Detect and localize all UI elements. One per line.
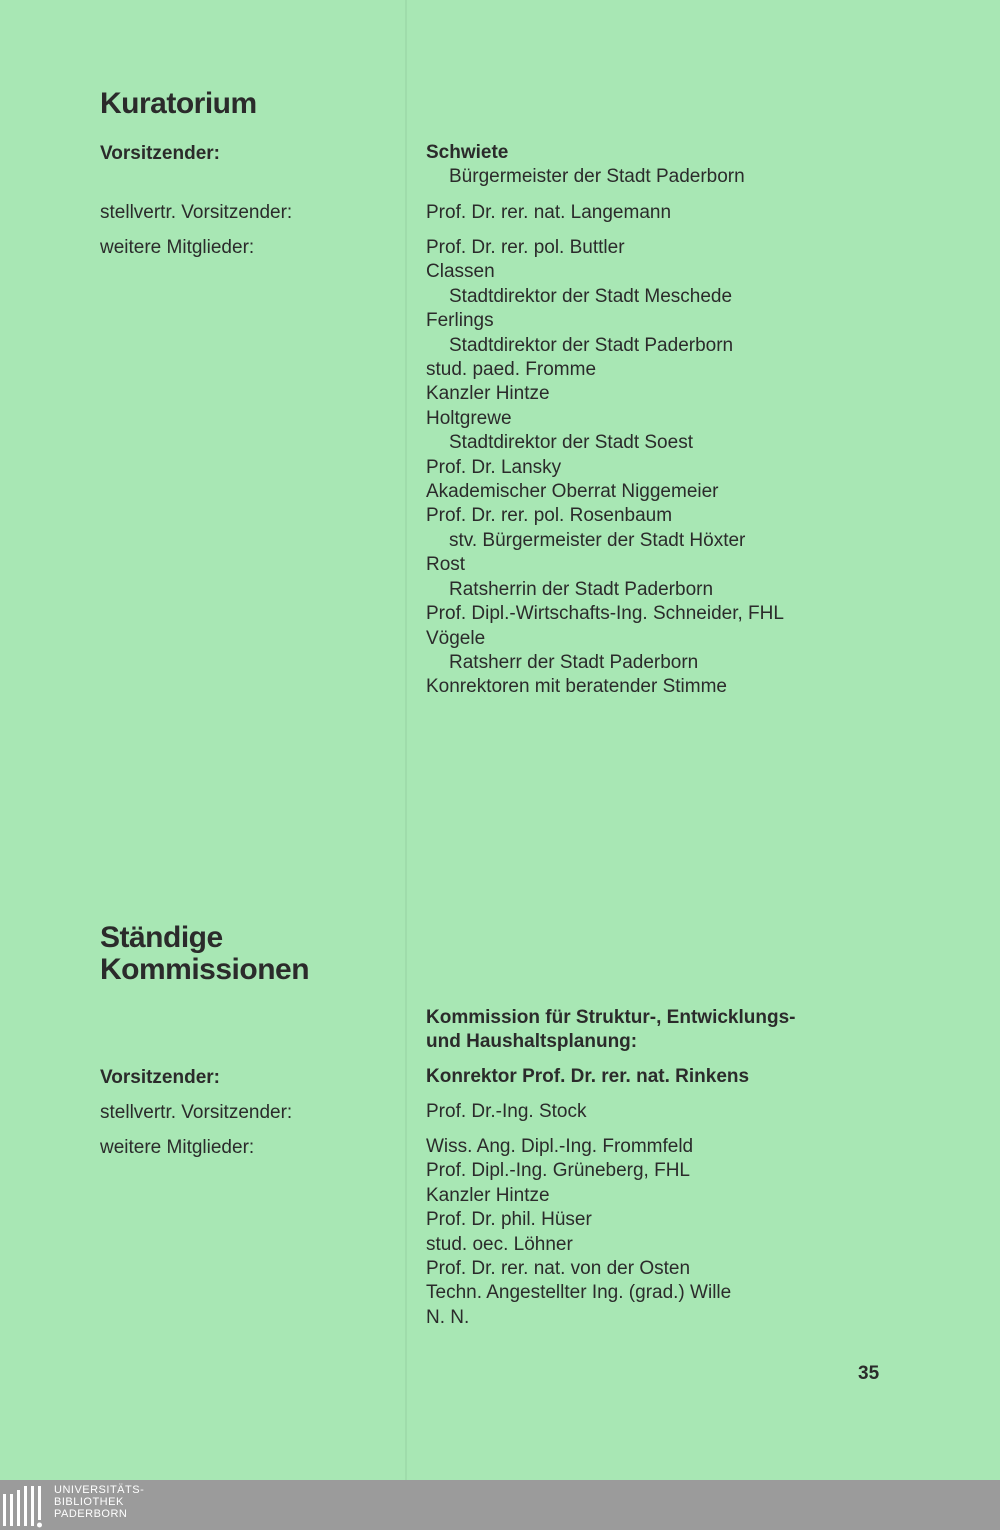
logo-text-line: PADERBORN <box>54 1508 128 1520</box>
list-item: N. N. <box>426 1306 470 1328</box>
page-fold <box>405 0 407 1480</box>
commission-title-line1: Kommission für Struktur-, Entwicklungs- <box>426 1007 796 1028</box>
list-item: Stadtdirektor der Stadt Soest <box>449 432 693 454</box>
list-item: Ratsherr der Stadt Paderborn <box>449 651 699 673</box>
chair-name: Schwiete <box>426 142 509 163</box>
library-logo-icon <box>2 1486 46 1528</box>
list-item: Prof. Dr. Lansky <box>426 456 562 478</box>
logo-text-line: BIBLIOTHEK <box>54 1496 124 1508</box>
kuratorium-members-label: weitere Mitglieder: <box>100 237 255 258</box>
list-item: stud. paed. Fromme <box>426 359 597 381</box>
list-item: Vögele <box>426 627 486 649</box>
kommission-members-label: weitere Mitglieder: <box>100 1137 255 1158</box>
list-item: stud. oec. Löhner <box>426 1233 573 1255</box>
list-item: Konrektoren mit beratender Stimme <box>426 676 727 698</box>
kommission-chair-name: Konrektor Prof. Dr. rer. nat. Rinkens <box>426 1066 750 1087</box>
list-item: Prof. Dr. rer. pol. Buttler <box>426 237 625 258</box>
kommission-members-list <box>426 1135 731 1330</box>
commission-title-line2: und Haushaltsplanung: <box>426 1031 638 1053</box>
list-item: Prof. Dipl.-Wirtschafts-Ing. Schneider, FHL <box>426 603 784 625</box>
kommission-deputy-label: stellvertr. Vorsitzender: <box>100 1102 293 1123</box>
kuratorium-chair <box>426 141 745 190</box>
kuratorium-heading: Kuratorium <box>100 87 257 120</box>
list-item: Techn. Angestellter Ing. (grad.) Wille <box>426 1282 732 1304</box>
logo-text-line: UNIVERSITÄTS- <box>54 1484 145 1496</box>
chair-role: Bürgermeister der Stadt Paderborn <box>449 166 745 188</box>
list-item: Stadtdirektor der Stadt Meschede <box>449 285 733 307</box>
list-item: Kanzler Hintze <box>426 383 550 405</box>
list-item: Classen <box>426 261 495 283</box>
kuratorium-members-list <box>426 236 784 700</box>
kuratorium-chair-label: Vorsitzender: <box>100 143 221 164</box>
commission-title <box>426 1006 795 1055</box>
kuratorium-deputy <box>426 201 671 225</box>
kommission-deputy <box>426 1100 587 1124</box>
list-item: Wiss. Ang. Dipl.-Ing. Frommfeld <box>426 1136 694 1157</box>
kommission-deputy-name: Prof. Dr.-Ing. Stock <box>426 1101 587 1122</box>
page-number: 35 <box>858 1363 880 1384</box>
list-item: Prof. Dr. rer. pol. Rosenbaum <box>426 505 673 527</box>
list-item: stv. Bürgermeister der Stadt Höxter <box>449 529 746 551</box>
list-item: Ferlings <box>426 310 494 332</box>
list-item: Prof. Dr. rer. nat. von der Osten <box>426 1258 691 1280</box>
kuratorium-deputy-label: stellvertr. Vorsitzender: <box>100 202 293 223</box>
kommissionen-heading-line2: Kommissionen <box>100 953 310 986</box>
library-footer <box>0 1480 1000 1530</box>
list-item: Rost <box>426 554 466 576</box>
list-item: Kanzler Hintze <box>426 1184 550 1206</box>
kommissionen-heading-line1: Ständige <box>100 921 223 954</box>
list-item: Prof. Dipl.-Ing. Grüneberg, FHL <box>426 1160 690 1182</box>
deputy-name: Prof. Dr. rer. nat. Langemann <box>426 202 672 223</box>
list-item: Stadtdirektor der Stadt Paderborn <box>449 334 734 356</box>
list-item: Akademischer Oberrat Niggemeier <box>426 481 719 503</box>
library-logo-text <box>54 1484 144 1520</box>
kommissionen-heading <box>100 922 309 986</box>
kommission-chair-label: Vorsitzender: <box>100 1067 221 1088</box>
list-item: Prof. Dr. phil. Hüser <box>426 1209 592 1231</box>
list-item: Ratsherrin der Stadt Paderborn <box>449 578 714 600</box>
list-item: Holtgrewe <box>426 407 512 429</box>
kommission-chair <box>426 1065 749 1089</box>
